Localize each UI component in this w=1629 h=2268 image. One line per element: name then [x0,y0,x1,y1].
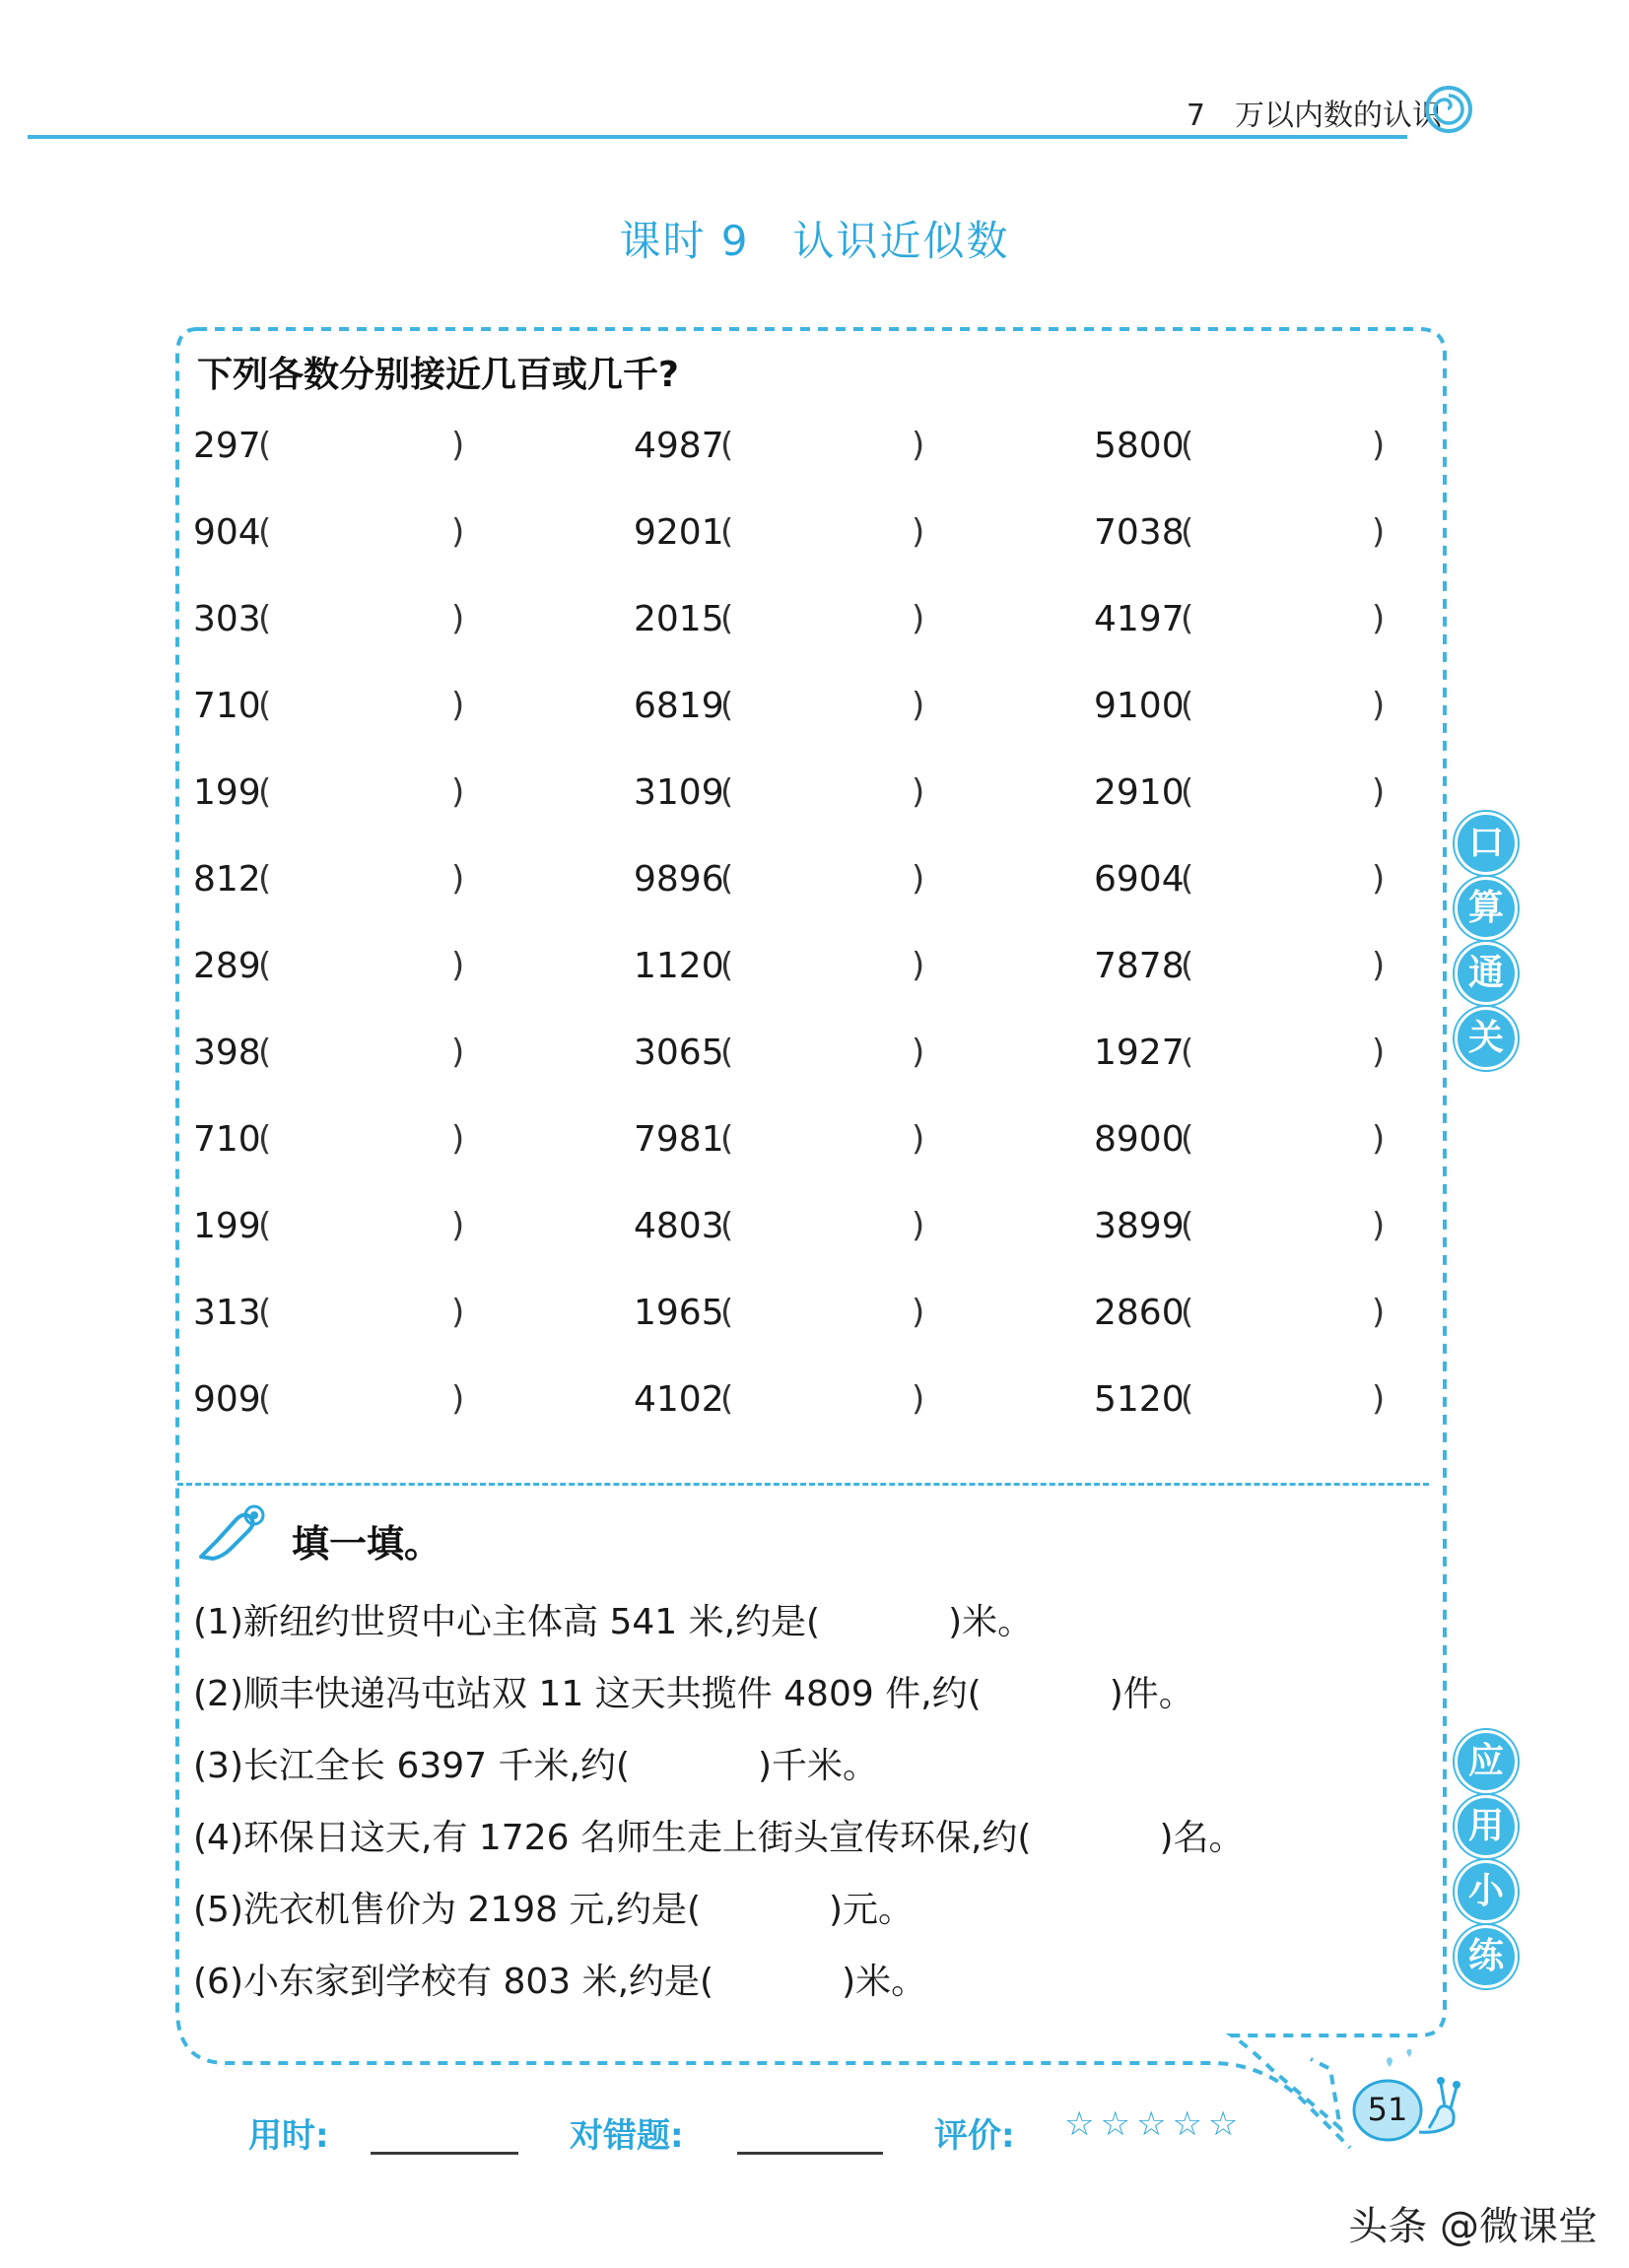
open-paren: ( [1181,946,1194,985]
answer-blank[interactable] [740,946,912,985]
grid-row [193,772,1405,859]
answer-blank[interactable] [278,772,451,812]
open-paren: ( [720,686,734,725]
open-paren: ( [258,686,272,725]
close-paren: ) [912,426,925,465]
number-cell [193,1293,465,1333]
time-blank[interactable] [371,2152,518,2155]
fill-item [193,1882,1244,1954]
open-paren: ( [258,859,272,899]
open-paren: ( [258,1119,272,1159]
open-paren: ( [720,1119,734,1159]
number-cell [634,512,925,553]
open-paren: ( [1181,686,1194,725]
answer-blank[interactable] [1200,859,1372,899]
grid-row [193,512,1405,599]
close-paren: ) [912,1119,925,1159]
number-value: 904 [193,512,261,553]
side-tab: 应 [1455,1730,1518,1793]
watermark: 头条 @微课堂 [1348,2204,1597,2249]
number-value: 710 [193,686,261,726]
errors-label: 对错题: [570,2116,684,2156]
number-cell [634,599,925,639]
close-paren: ) [451,599,465,638]
fill-item-text: (3)长江全长 6397 千米,约( [193,1746,630,1786]
rating-stars[interactable]: ☆☆☆☆☆ [1064,2104,1245,2144]
close-paren: ) [912,1033,925,1072]
open-paren: ( [720,1206,734,1245]
close-paren: ) [1372,859,1386,899]
fill-item-text: (2)顺丰快递冯屯站双 11 这天共揽件 4809 件,约( [193,1674,982,1714]
close-paren: ) [451,1206,465,1245]
number-value: 4102 [634,1379,724,1420]
open-paren: ( [720,426,734,465]
number-cell [634,1293,925,1333]
answer-blank[interactable] [740,1119,912,1159]
number-value: 303 [193,599,261,639]
number-grid [193,426,1405,1466]
close-paren: ) [1372,1293,1386,1332]
open-paren: ( [258,1206,272,1245]
number-cell [1094,859,1386,900]
spiral-icon [1424,85,1473,134]
number-value: 2860 [1094,1293,1185,1333]
answer-blank[interactable] [278,1033,451,1072]
side-tab: 小 [1455,1860,1518,1923]
close-paren: ) [451,1293,465,1332]
open-paren: ( [258,426,272,465]
answer-blank[interactable] [278,1293,451,1332]
side-tab: 口 [1455,812,1518,875]
grid-row [193,1119,1405,1206]
open-paren: ( [720,1033,734,1072]
number-cell [634,1119,925,1160]
open-paren: ( [720,772,734,812]
number-value: 297 [193,426,261,466]
number-value: 2015 [634,599,724,639]
answer-blank[interactable] [740,512,912,552]
grid-row [193,1033,1405,1119]
answer-blank[interactable] [278,1379,451,1419]
number-value: 812 [193,859,261,900]
open-paren: ( [1181,1033,1194,1072]
fill-item-text: (1)新纽约世贸中心主体高 541 米,约是( [193,1602,821,1642]
number-cell [634,859,925,900]
number-cell [1094,946,1386,986]
fill-item-unit: )米。 [948,1602,1034,1642]
fill-blank-list [193,1594,1244,2026]
number-cell [193,512,465,553]
number-value: 6904 [1094,859,1185,900]
open-paren: ( [1181,1293,1194,1332]
answer-blank[interactable] [740,686,912,725]
close-paren: ) [451,1379,465,1419]
number-value: 199 [193,772,261,813]
open-paren: ( [258,772,272,812]
grid-row [193,859,1405,946]
fill-item-unit: )米。 [842,1962,927,2002]
page-number: 51 [1367,2091,1408,2128]
number-cell [1094,599,1386,639]
grid-row [193,1293,1405,1379]
answer-blank[interactable] [1200,1379,1372,1419]
number-cell [193,1379,465,1420]
number-value: 7038 [1094,512,1185,553]
answer-blank[interactable] [740,426,912,465]
header-rule [28,135,1407,139]
close-paren: ) [1372,1206,1386,1245]
close-paren: ) [451,946,465,985]
answer-blank[interactable] [740,599,912,638]
answer-blank[interactable] [740,1379,912,1419]
answer-blank[interactable] [1200,686,1372,725]
side-tab: 用 [1455,1795,1518,1858]
number-cell [634,686,925,726]
close-paren: ) [1372,426,1386,465]
section-divider [177,1483,1429,1486]
grid-row [193,946,1405,1033]
number-cell [634,946,925,986]
number-value: 199 [193,1206,261,1246]
close-paren: ) [451,1033,465,1072]
number-value: 398 [193,1033,261,1073]
number-cell [193,946,465,986]
number-cell [1094,1119,1386,1160]
side-tab: 关 [1455,1007,1518,1070]
side-tab: 算 [1455,877,1518,940]
section2-heading: 填一填。 [292,1522,442,1566]
fill-item-text: (6)小东家到学校有 803 米,约是( [193,1962,714,2002]
close-paren: ) [1372,512,1386,552]
number-value: 6819 [634,686,724,726]
number-cell [1094,1206,1386,1246]
answer-blank[interactable] [1200,512,1372,552]
fill-item [193,1738,1244,1810]
number-value: 909 [193,1379,261,1420]
answer-blank[interactable] [740,859,912,899]
number-cell [193,772,465,813]
side-tab: 通 [1455,942,1518,1005]
number-cell [193,599,465,639]
number-value: 4803 [634,1206,724,1246]
open-paren: ( [720,946,734,985]
number-value: 3109 [634,772,724,813]
number-value: 313 [193,1293,261,1333]
number-value: 7981 [634,1119,724,1160]
answer-blank[interactable] [278,859,451,899]
close-paren: ) [912,859,925,899]
close-paren: ) [912,946,925,985]
open-paren: ( [720,1293,734,1332]
answer-blank[interactable] [1200,1206,1372,1245]
close-paren: ) [912,599,925,638]
number-value: 289 [193,946,261,986]
close-paren: ) [1372,599,1386,638]
number-value: 4987 [634,426,724,466]
close-paren: ) [451,512,465,552]
number-value: 8900 [1094,1119,1185,1160]
open-paren: ( [1181,512,1194,552]
open-paren: ( [1181,599,1194,638]
number-cell [634,1206,925,1246]
grid-row [193,599,1405,686]
open-paren: ( [258,1293,272,1332]
open-paren: ( [1181,1379,1194,1419]
open-paren: ( [1181,1206,1194,1245]
close-paren: ) [1372,772,1386,812]
number-value: 3899 [1094,1206,1185,1246]
answer-blank[interactable] [1200,1293,1372,1332]
chapter-title: 7 万以内数的认识 [1186,99,1442,133]
fill-item-text: (5)洗衣机售价为 2198 元,约是( [193,1890,701,1930]
open-paren: ( [1181,859,1194,899]
number-value: 710 [193,1119,261,1160]
number-cell [634,772,925,813]
open-paren: ( [720,599,734,638]
close-paren: ) [451,859,465,899]
open-paren: ( [258,512,272,552]
close-paren: ) [1372,1119,1386,1159]
number-cell [1094,1293,1386,1333]
close-paren: ) [1372,1033,1386,1072]
errors-blank[interactable] [737,2152,883,2155]
close-paren: ) [912,1293,925,1332]
lesson-title: 课时 9 认识近似数 [619,217,1010,265]
number-value: 7878 [1094,946,1185,986]
number-cell [193,1033,465,1073]
close-paren: ) [912,686,925,725]
fill-item [193,1810,1244,1882]
number-cell [1094,686,1386,726]
number-cell [634,1379,925,1420]
answer-blank[interactable] [740,1293,912,1332]
open-paren: ( [1181,426,1194,465]
side-tab: 练 [1455,1925,1518,1988]
fill-item-unit: )件。 [1109,1674,1194,1714]
grid-row [193,426,1405,512]
answer-blank[interactable] [278,686,451,725]
close-paren: ) [1372,946,1386,985]
close-paren: ) [451,1119,465,1159]
number-value: 5800 [1094,426,1185,466]
close-paren: ) [912,1206,925,1245]
answer-blank[interactable] [1200,426,1372,465]
number-cell [1094,512,1386,553]
open-paren: ( [720,859,734,899]
close-paren: ) [451,426,465,465]
number-value: 9201 [634,512,724,553]
grid-row [193,1206,1405,1293]
answer-blank[interactable] [278,426,451,465]
answer-blank[interactable] [1200,946,1372,985]
number-cell [1094,1033,1386,1073]
answer-blank[interactable] [278,1206,451,1245]
number-value: 1927 [1094,1033,1185,1073]
answer-blank[interactable] [278,1119,451,1159]
grid-row [193,686,1405,772]
number-value: 9100 [1094,686,1185,726]
number-value: 5120 [1094,1379,1185,1420]
number-value: 3065 [634,1033,724,1073]
open-paren: ( [258,946,272,985]
section1-question: 下列各数分别接近几百或几千? [197,355,679,395]
number-cell [193,1206,465,1246]
number-cell [1094,426,1386,466]
answer-blank[interactable] [1200,1119,1372,1159]
open-paren: ( [258,1033,272,1072]
answer-blank[interactable] [278,512,451,552]
rating-label: 评价: [934,2116,1015,2156]
number-value: 1120 [634,946,724,986]
pointing-hand-icon [193,1501,272,1565]
answer-blank[interactable] [1200,772,1372,812]
time-label: 用时: [248,2116,329,2156]
answer-blank[interactable] [278,946,451,985]
answer-blank[interactable] [740,1033,912,1072]
close-paren: ) [1372,686,1386,725]
open-paren: ( [258,599,272,638]
fill-item-unit: )千米。 [758,1746,879,1786]
number-cell [634,426,925,466]
answer-blank[interactable] [740,772,912,812]
number-value: 4197 [1094,599,1185,639]
fill-item-text: (4)环保日这天,有 1726 名师生走上街头宣传环保,约( [193,1818,1032,1858]
number-cell [193,686,465,726]
number-cell [193,859,465,900]
number-value: 9896 [634,859,724,900]
open-paren: ( [1181,772,1194,812]
fill-item [193,1666,1244,1738]
open-paren: ( [720,1379,734,1419]
close-paren: ) [912,512,925,552]
open-paren: ( [1181,1119,1194,1159]
answer-blank[interactable] [278,599,451,638]
close-paren: ) [451,686,465,725]
fill-item [193,1954,1244,2026]
number-cell [1094,772,1386,813]
number-cell [634,1033,925,1073]
number-cell [1094,1379,1386,1420]
close-paren: ) [912,772,925,812]
fill-item-unit: )名。 [1159,1818,1245,1858]
open-paren: ( [720,512,734,552]
number-value: 2910 [1094,772,1185,813]
number-cell [193,426,465,466]
close-paren: ) [451,772,465,812]
grid-row [193,1379,1405,1466]
fill-item [193,1594,1244,1666]
answer-blank[interactable] [1200,1033,1372,1072]
answer-blank[interactable] [1200,599,1372,638]
close-paren: ) [1372,1379,1386,1419]
answer-blank[interactable] [740,1206,912,1245]
open-paren: ( [258,1379,272,1419]
fill-item-unit: )元。 [829,1890,915,1930]
number-value: 1965 [634,1293,724,1333]
close-paren: ) [912,1379,925,1419]
number-cell [193,1119,465,1160]
